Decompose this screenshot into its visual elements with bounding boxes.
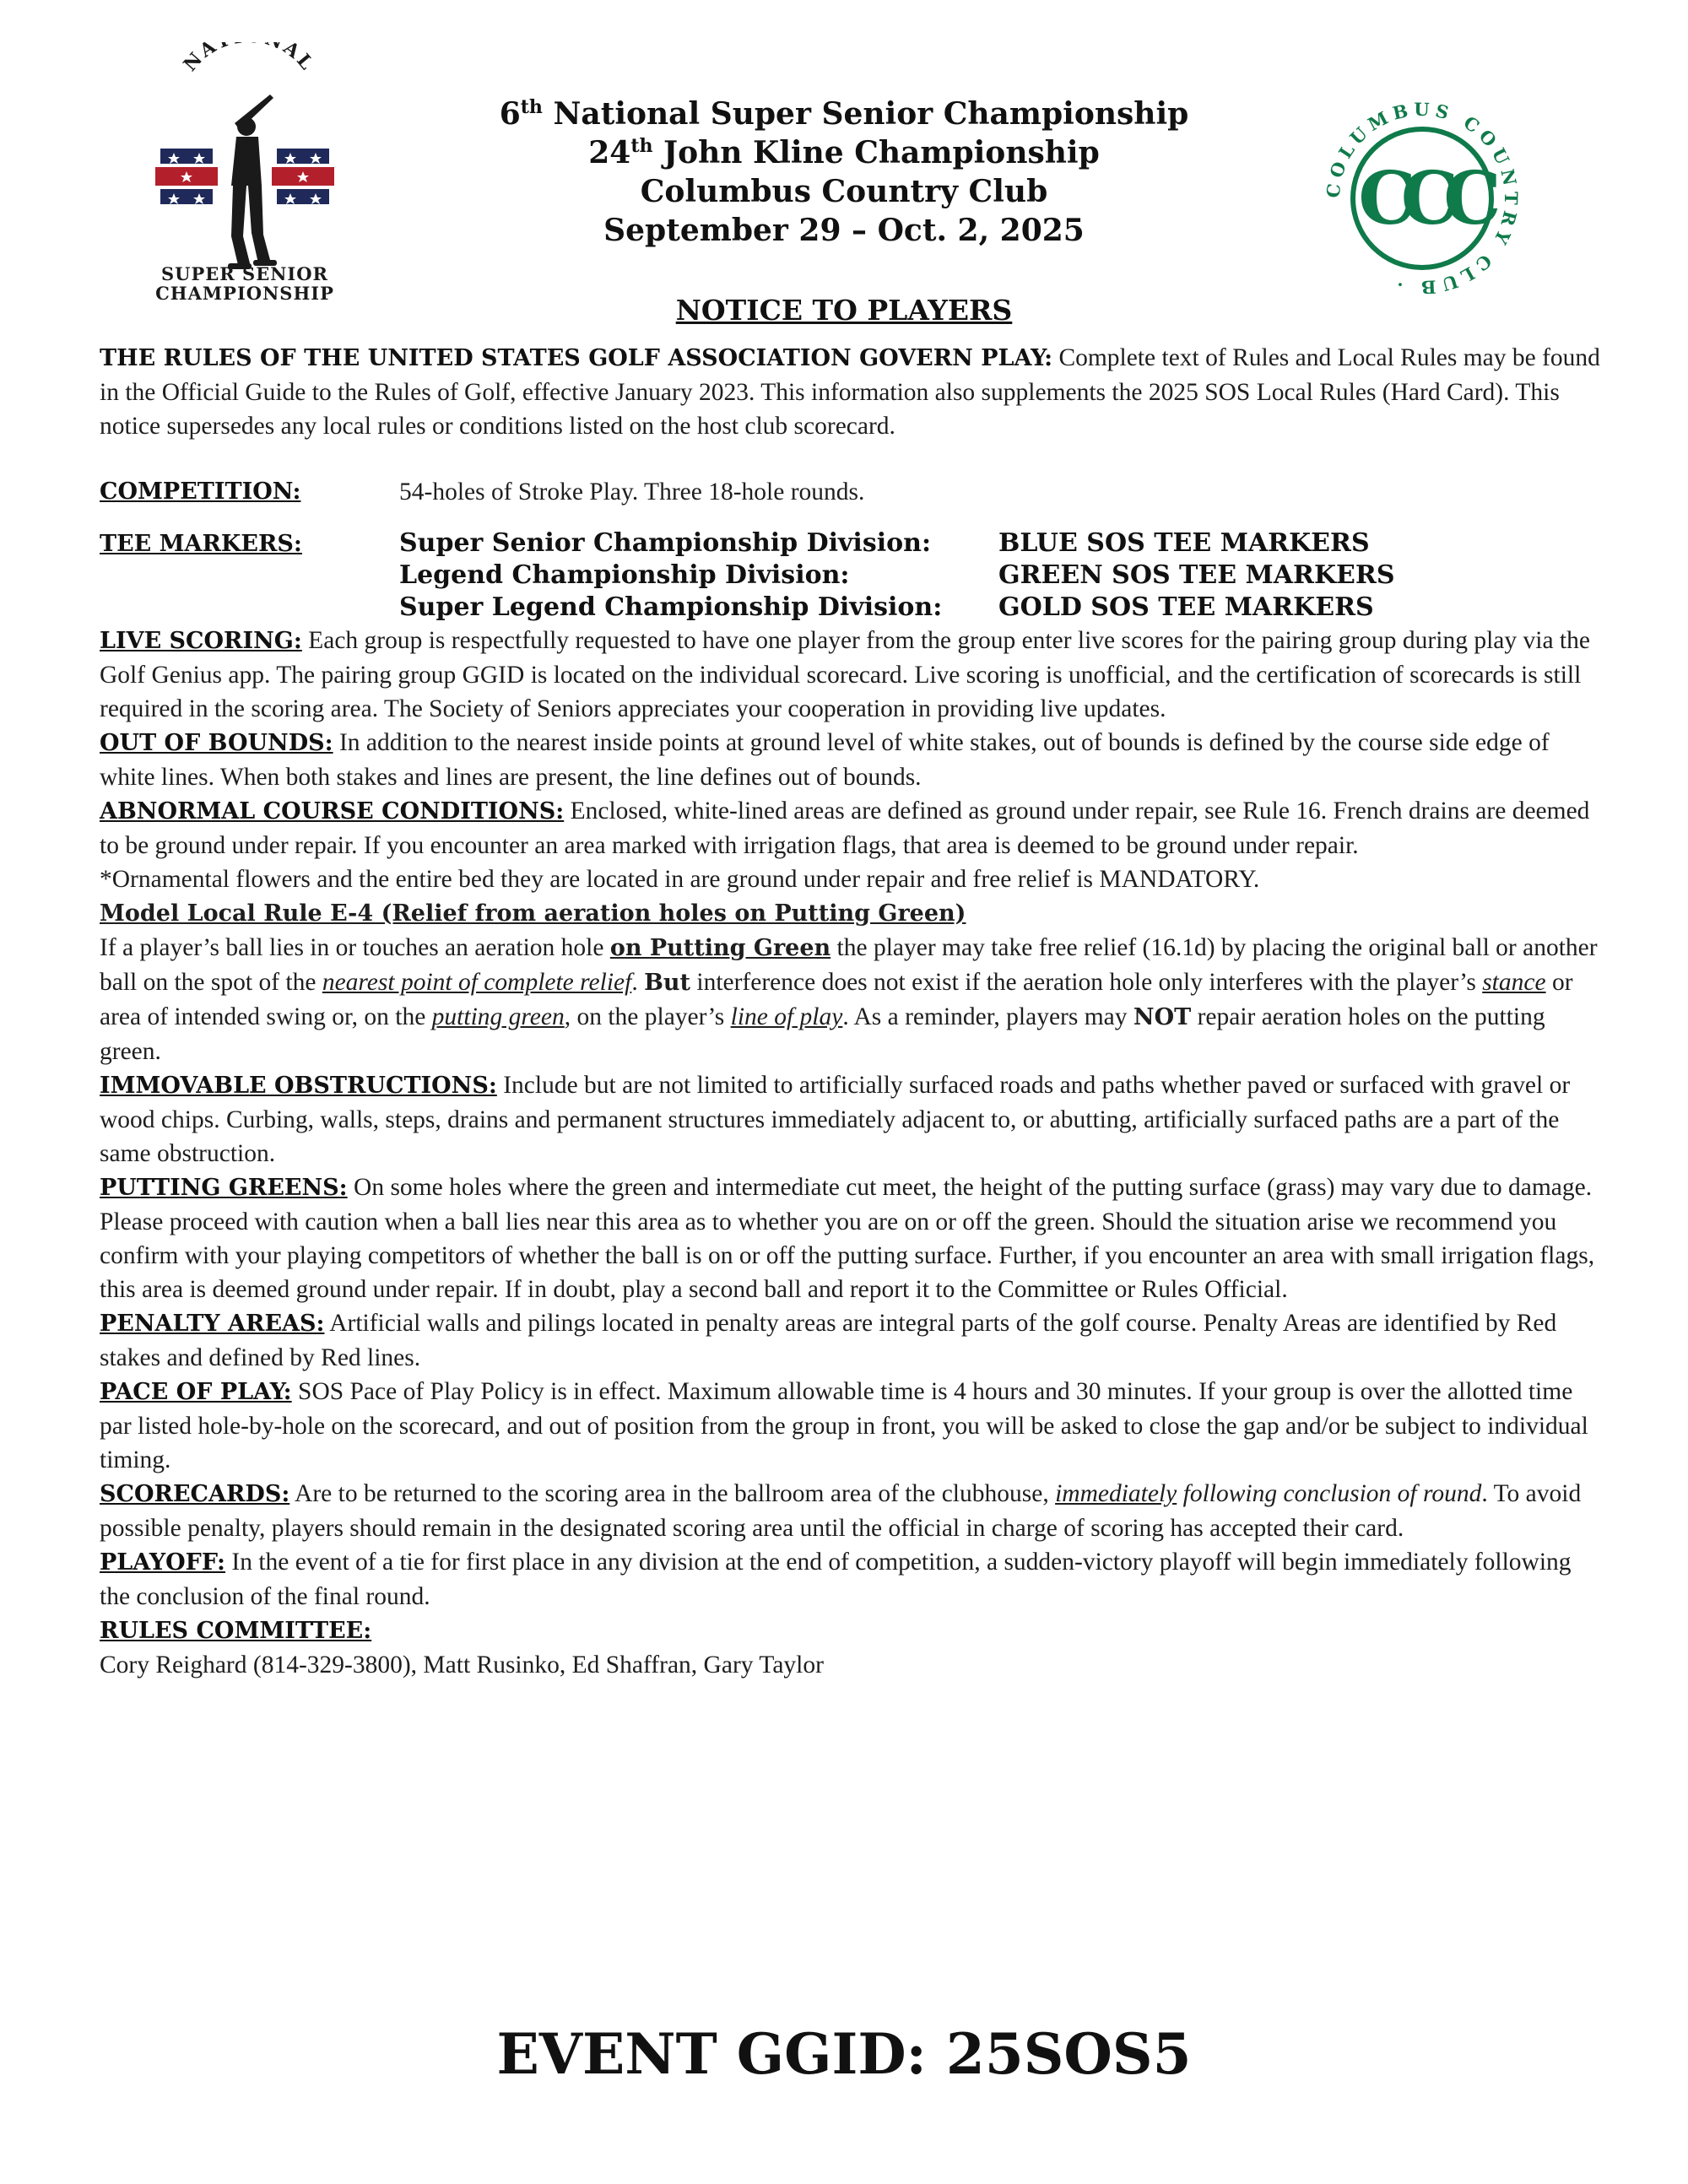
columbus-country-club-logo — [1317, 93, 1528, 304]
division-name: Super Senior Championship Division: — [399, 528, 932, 558]
tee-marker: GOLD SOS TEE MARKERS — [998, 592, 1374, 622]
model-local-rule-text: If a player’s ball lies in or touches an aeration hole on Putting Green the player may take free relief (16.1d) by placing the original ball or another ball on the spot of the nearest point of complete relief. But interference does not exist if the aeration hole only interferes with the player’s stance or area of intended swing or, on the putting green, on the player’s line of play. As a reminder, players may NOT repair aeration holes on the putting green. — [100, 934, 1598, 1065]
rules-committee-members: Cory Reighard (814-329-3800), Matt Rusinko, Ed Shaffran, Gary Taylor — [100, 1652, 824, 1679]
immovable-obstructions: IMMOVABLE OBSTRUCTIONS: Include but are not limited to artificially surfaced roads and paths whether paved or surfaced with gravel or wood chips. Curbing, walls, steps, drains and permanent structures immediately adjacent to, or abutting, artificially surfaced paths are a part of the same obstruction. — [100, 1072, 1571, 1167]
out-of-bounds: OUT OF BOUNDS: In addition to the nearest inside points at ground level of white stakes, out of bounds is defined by the course side edge of white lines. When both stakes and lines are present, the line defines out of bounds. — [100, 729, 1550, 791]
svg-text:NATIONAL: NA AL — [179, 42, 319, 76]
division-list — [399, 527, 998, 624]
national-super-senior-logo — [143, 42, 346, 304]
ornamental-note: *Ornamental flowers and the entire bed they are located in are ground under repair and free relief is MANDATORY. — [100, 866, 1260, 893]
notice-body — [100, 341, 1602, 1682]
live-scoring: LIVE SCORING: Each group is respectfully requested to have one player from the group enter live scores for the pairing group during play via the Golf Genius app. The pairing group GGID is located on the individual scorecard. Live scoring is unofficial, and the certification of scorecards is still required in the scoring area. The Society of Seniors appreciates your cooperation in providing live updates. — [100, 627, 1590, 722]
event-dates: September 29 – Oct. 2, 2025 — [603, 213, 1085, 248]
championship-title: 6th National Super Senior Championship — [499, 96, 1189, 132]
svg-text:CCC: CCC — [1358, 156, 1486, 241]
tee-marker-list — [998, 527, 1395, 624]
playoff: PLAYOFF: In the event of a tie for first place in any division at the end of competition, a sudden-victory playoff will begin immediately following the conclusion of the final round. — [100, 1549, 1572, 1610]
event-title-block — [439, 95, 1249, 250]
tee-marker: GREEN SOS TEE MARKERS — [998, 560, 1395, 590]
svg-text:CHAMPIONSHIP: CHAMPIONSHIP — [155, 283, 334, 304]
division-name: Super Legend Championship Division: — [399, 592, 943, 622]
model-local-rule-heading: Model Local Rule E-4 (Relief from aeration holes on Putting Green) — [100, 900, 966, 927]
kline-title: 24th John Kline Championship — [588, 135, 1100, 170]
putting-greens: PUTTING GREENS: On some holes where the green and intermediate cut meet, the height of the putting surface (grass) may vary due to damage. Please proceed with caution when a ball lies near this area as to whether you are on or off the green. Should the situation arise we recommend you confirm with your playing competitors of whether the ball is on or off the putting surface. Further, if you encounter an area with small irrigation flags, this area is deemed ground under repair. If in doubt, play a second ball and report it to the Committee or Rules Official. — [100, 1174, 1595, 1303]
tee-markers-section: TEE MARKERS: Super Senior Championship Division: Legend Championship Division: Super Legend Championship Division: BLUE SOS TEE MARKERS GREEN SOS TEE MARKERS GOLD SOS TEE MARKERS — [100, 528, 1395, 622]
svg-text:SUPER SENIOR: SUPER SENIOR — [161, 263, 328, 284]
competition-row: COMPETITION: 54-holes of Stroke Play. Three 18-hole rounds. — [100, 478, 865, 505]
ccc-monogram-icon — [1317, 93, 1528, 304]
pace-of-play: PACE OF PLAY: SOS Pace of Play Policy is in effect. Maximum allowable time is 4 hours and 30 minutes. If your group is over the allotted time par listed hole-by-hole on the scorecard, and out of position from the group in front, you will be asked to close the gap and/or be subject to individual timing. — [100, 1378, 1588, 1473]
notice-title: NOTICE TO PLAYERS — [675, 294, 1013, 327]
golfer-icon — [143, 42, 346, 304]
abnormal-course-conditions: ABNORMAL COURSE CONDITIONS: Enclosed, white-lined areas are defined as ground under repair, see Rule 16. French drains are deemed to be ground under repair. If you encounter an area marked with irrigation flags, that area is deemed to be ground under repair. — [100, 797, 1590, 859]
tee-marker: BLUE SOS TEE MARKERS — [998, 528, 1370, 558]
rules-committee-label: RULES COMMITTEE: — [100, 1618, 372, 1644]
svg-text:COLUMBUS COUNTRY CLUB ·: COLUMBUS COUNTRY CLUB · — [1322, 98, 1523, 299]
venue-title: Columbus Country Club — [640, 174, 1048, 209]
event-ggid: EVENT GGID: 25SOS5 — [496, 2021, 1192, 2087]
division-name: Legend Championship Division: — [399, 560, 850, 590]
scorecards: SCORECARDS: Are to be returned to the scoring area in the ballroom area of the clubhouse, immediately following conclusion of round. To avoid possible penalty, players should remain in the designated scoring area until the official in charge of scoring has accepted their card. — [100, 1480, 1582, 1542]
penalty-areas: PENALTY AREAS: Artificial walls and pilings located in penalty areas are integral parts of the golf course. Penalty Areas are identified by Red stakes and defined by Red lines. — [100, 1310, 1557, 1371]
rules-intro: THE RULES OF THE UNITED STATES GOLF ASSOCIATION GOVERN PLAY: Complete text of Rules and Local Rules may be found in the Official Guide to the Rules of Golf, effective January 2023. This information also supplements the 2025 SOS Local Rules (Hard Card). This notice supersedes any local rules or conditions listed on the host club scorecard. — [100, 344, 1600, 440]
